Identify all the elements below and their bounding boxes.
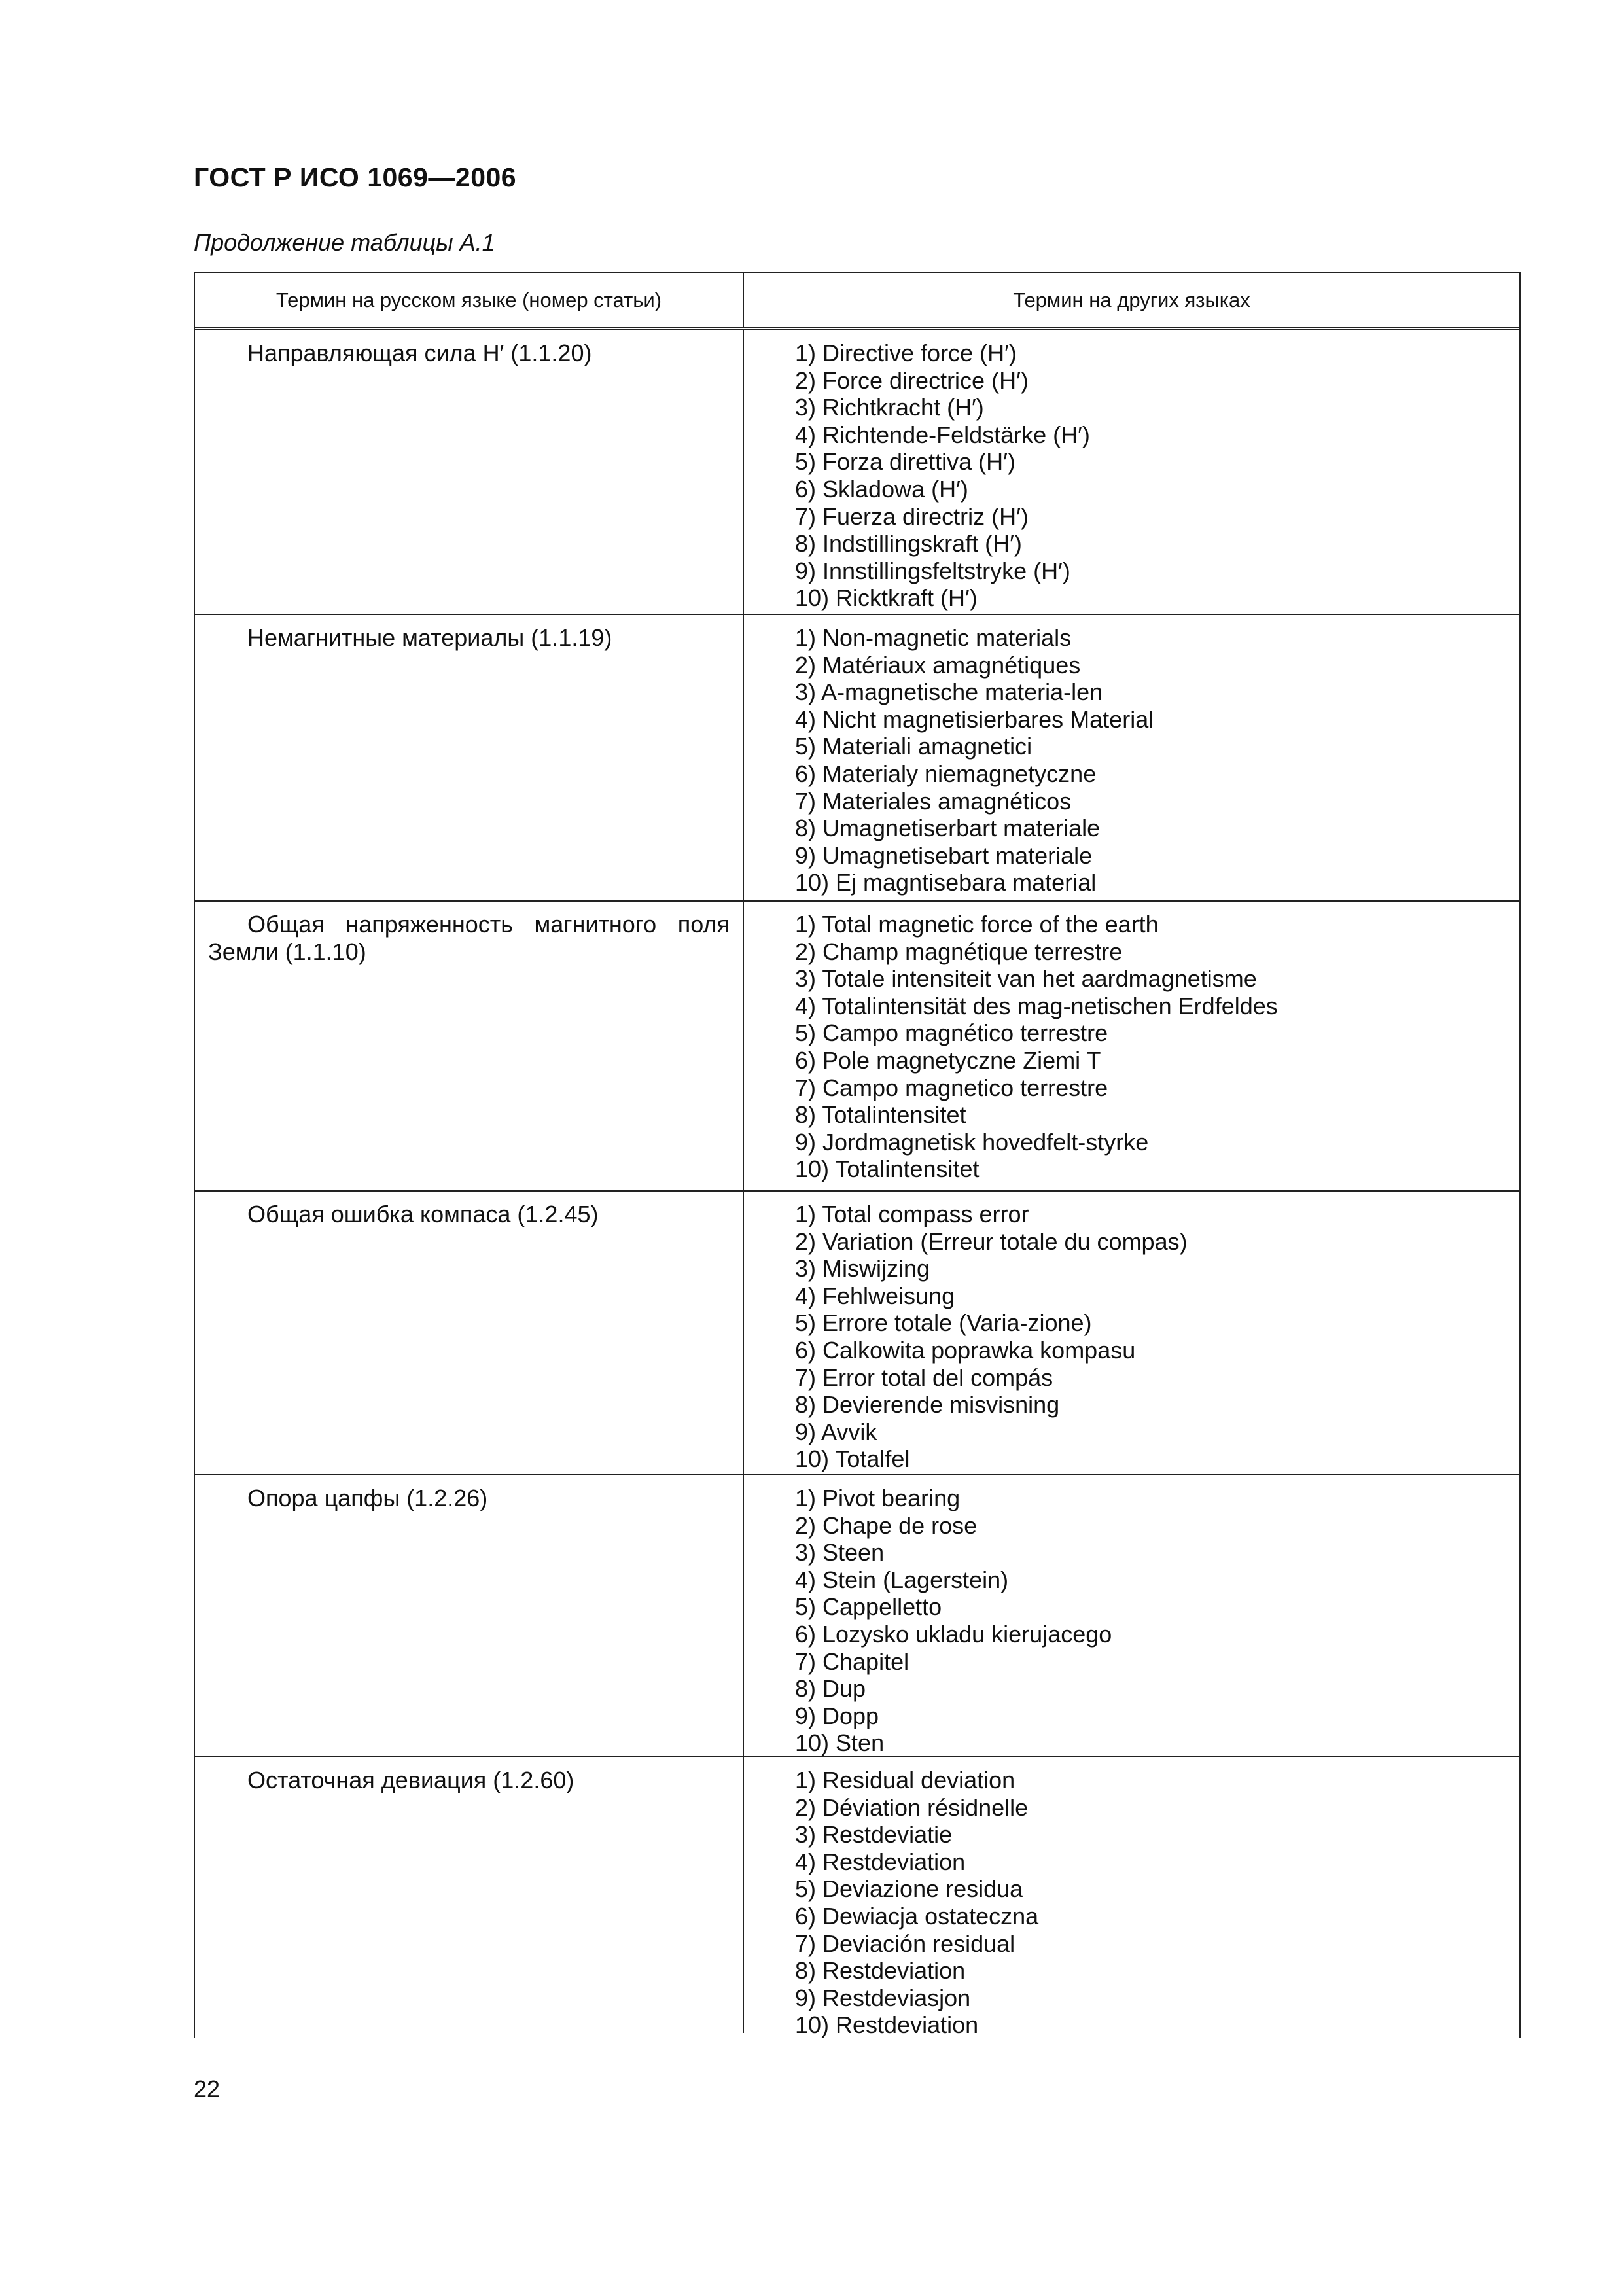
translation-item: 9) Dopp: [795, 1702, 879, 1729]
translation-item: 3) Richtkracht (H′): [795, 394, 984, 421]
translation-item: 8) Dup: [795, 1675, 866, 1703]
translations-list: [795, 1485, 1519, 1757]
russian-term: Общая ошибка компаса (1.2.45): [247, 1201, 599, 1227]
russian-term: Общая напряженность магнитного поля Земли (1.1.10): [208, 911, 730, 965]
russian-term-cell: [195, 615, 744, 900]
table-header: [195, 272, 1519, 330]
document-code: ГОСТ Р ИСО 1069—2006: [194, 162, 517, 192]
translation-item: 8) Devierende misvisning: [795, 1391, 1060, 1419]
translation-item: 1) Non-magnetic materials: [795, 624, 1072, 651]
russian-term: Остаточная девиация (1.2.60): [247, 1767, 574, 1793]
translation-item: 6) Lozysko ukladu kierujacego: [795, 1620, 1112, 1648]
translation-item: 2) Chape de rose: [795, 1511, 978, 1539]
translation-item: 10) Ricktkraft (H′): [795, 584, 978, 612]
translation-item: 4) Restdeviation: [795, 1848, 966, 1875]
translation-item: 1) Pivot bearing: [795, 1485, 961, 1511]
translation-item: 8) Totalintensitet: [795, 1101, 966, 1129]
translations-cell: [744, 615, 1519, 900]
column-header-other-languages: Термин на других языках: [1013, 288, 1250, 311]
table-caption: Продолжение таблицы А.1: [194, 229, 495, 256]
translation-item: 8) Indstillingskraft (H′): [795, 530, 1022, 557]
translation-item: 5) Deviazione residua: [795, 1875, 1023, 1903]
translations-cell: [744, 1475, 1519, 1756]
russian-term-cell: [195, 330, 744, 614]
table-row: [195, 1475, 1519, 1757]
translation-item: 6) Materialy niemagnetyczne: [795, 760, 1097, 787]
translation-item: 6) Pole magnetyczne Ziemi T: [795, 1046, 1101, 1074]
translation-item: 1) Residual deviation: [795, 1767, 1015, 1793]
translation-item: 9) Jordmagnetisk hovedfelt-styrke: [795, 1128, 1149, 1156]
translation-item: 5) Errore totale (Varia-zione): [795, 1309, 1092, 1337]
translations-cell: [744, 1757, 1519, 2039]
translation-item: 1) Total magnetic force of the earth: [795, 911, 1159, 938]
terms-table: [194, 272, 1521, 2038]
translation-item: 10) Totalfel: [795, 1445, 910, 1473]
translation-item: 9) Innstillingsfeltstryke (H′): [795, 557, 1070, 584]
page-number: 22: [194, 2075, 221, 2102]
table-row: [195, 1757, 1519, 2039]
translations-list: [795, 1767, 1519, 2039]
translation-item: 2) Force directrice (H′): [795, 366, 1029, 394]
translation-item: 4) Stein (Lagerstein): [795, 1566, 1009, 1593]
translation-item: 2) Déviation résidnelle: [795, 1793, 1029, 1821]
translation-item: 2) Matériaux amagnétiques: [795, 651, 1081, 679]
translation-item: 3) A-magnetische materia-len: [795, 679, 1103, 706]
translation-item: 5) Materiali amagnetici: [795, 733, 1033, 760]
translation-item: 3) Restdeviatie: [795, 1821, 953, 1848]
translation-item: 8) Umagnetiserbart materiale: [795, 815, 1101, 842]
translations-list: [795, 624, 1519, 896]
translations-cell: [744, 1192, 1519, 1474]
translations-list: [795, 340, 1519, 612]
translations-list: [795, 911, 1519, 1183]
translation-item: 7) Chapitel: [795, 1648, 909, 1675]
table-row: [195, 1192, 1519, 1475]
translation-item: 3) Totale intensiteit van het aardmagnetisme: [795, 965, 1257, 993]
russian-term-cell: [195, 1475, 744, 1756]
translation-item: 10) Totalintensitet: [795, 1156, 980, 1183]
table-row: [195, 330, 1519, 615]
translation-item: 8) Restdeviation: [795, 1957, 966, 1985]
translation-item: 3) Steen: [795, 1539, 885, 1566]
translation-item: 4) Nicht magnetisierbares Material: [795, 705, 1154, 733]
translation-item: 7) Error total del compás: [795, 1364, 1053, 1391]
translation-item: 1) Total compass error: [795, 1201, 1029, 1227]
translation-item: 9) Restdeviasjon: [795, 1984, 971, 2011]
translation-item: 10) Ej magntisebara material: [795, 869, 1097, 896]
russian-term-cell: [195, 902, 744, 1190]
translation-item: 5) Campo magnético terrestre: [795, 1019, 1108, 1047]
translation-item: 5) Forza direttiva (H′): [795, 448, 1015, 476]
table-row: [195, 902, 1519, 1192]
translation-item: 6) Calkowita poprawka kompasu: [795, 1336, 1136, 1364]
translation-item: 7) Materiales amagnéticos: [795, 787, 1072, 815]
table-body: [195, 330, 1519, 2039]
translation-item: 4) Totalintensität des mag-netischen Erdfeldes: [795, 992, 1278, 1019]
russian-term: Немагнитные материалы (1.1.19): [247, 624, 612, 651]
russian-term: Направляющая сила H′ (1.1.20): [247, 340, 592, 366]
translations-cell: [744, 330, 1519, 614]
translation-item: 4) Fehlweisung: [795, 1282, 955, 1309]
table-row: [195, 615, 1519, 902]
translation-item: 7) Campo magnetico terrestre: [795, 1074, 1108, 1101]
translation-item: 9) Umagnetisebart materiale: [795, 841, 1093, 869]
translation-item: 10) Restdeviation: [795, 2011, 979, 2039]
russian-term-cell: [195, 1192, 744, 1474]
translations-cell: [744, 902, 1519, 1190]
column-header-russian: Термин на русском языке (номер статьи): [195, 273, 744, 327]
translation-item: 1) Directive force (H′): [795, 340, 1017, 366]
translation-item: 6) Skladowa (H′): [795, 475, 968, 503]
translation-item: 9) Avvik: [795, 1418, 877, 1445]
translation-item: 2) Variation (Erreur totale du compas): [795, 1227, 1188, 1255]
russian-term: Опора цапфы (1.2.26): [247, 1485, 488, 1511]
translation-item: 10) Sten: [795, 1729, 885, 1757]
translation-item: 6) Dewiacja ostateczna: [795, 1902, 1039, 1930]
translation-item: 7) Deviación residual: [795, 1930, 1015, 1957]
translation-item: 2) Champ magnétique terrestre: [795, 938, 1123, 965]
translation-item: 4) Richtende-Feldstärke (H′): [795, 421, 1090, 448]
translation-item: 5) Cappelletto: [795, 1593, 942, 1621]
russian-term-cell: [195, 1757, 744, 2033]
translations-list: [795, 1201, 1519, 1473]
translation-item: 7) Fuerza directriz (H′): [795, 503, 1029, 530]
translation-item: 3) Miswijzing: [795, 1255, 930, 1282]
